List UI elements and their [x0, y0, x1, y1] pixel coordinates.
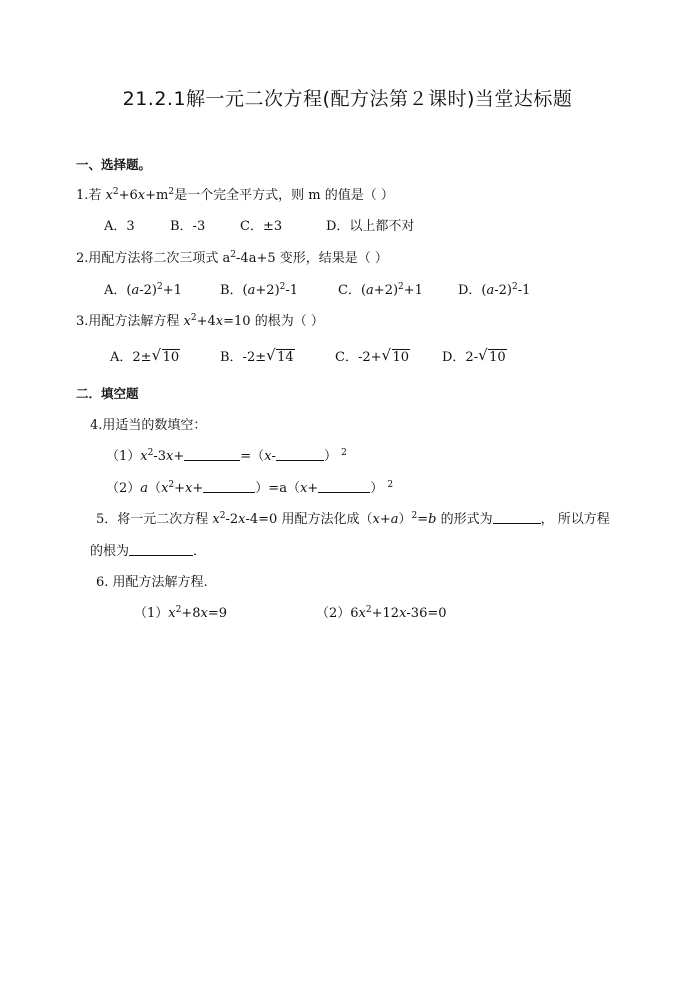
question-5-line-2: 的根为 ． [90, 544, 207, 559]
question-3: 3.用配方法解方程 $x^2+4x=10$ 的根为（ ） [76, 313, 324, 329]
q1-exp: 2 [112, 187, 119, 197]
q2-pre: 2.用配方法将二次三项式 a [76, 251, 231, 266]
answer-blank[interactable] [184, 448, 240, 461]
q2-post: -4a+5 变形，结果是（ ） [236, 251, 388, 266]
q1-var2: x [137, 188, 146, 203]
answer-blank[interactable] [276, 448, 324, 461]
q1-option-c: C．±3 [240, 219, 283, 234]
q6-part-2: $(2)6x^2+12x-36=0$ [316, 605, 447, 621]
question-6: 6. 用配方法解方程. [96, 575, 208, 590]
q2-option-b: B．$(a+2)^2-1$ [220, 282, 299, 298]
q1-exp2: 2 [168, 187, 175, 197]
q4-part-2: $(2)a(x^2+x+ )=a(x+$ ） $^2$ [106, 480, 394, 496]
q1-option-d: D．以上都不对 [326, 219, 415, 234]
answer-blank[interactable] [318, 480, 370, 493]
q2-option-c: C．$(a+2)^2+1$ [338, 282, 423, 298]
q4-part-1: $(1)x^2-3x+ =(x-$ ） $^2$ [106, 448, 347, 464]
q3-option-d: D．2- √ 10 [442, 346, 506, 365]
q1-tail: +m [145, 188, 169, 203]
q3-option-b: B．-2± √ 14 [220, 346, 294, 365]
q1-option-a: A．3 [104, 219, 135, 234]
q6-part-1: $(1)x^2+8x=9$ [134, 605, 228, 621]
q1-rest: 是一个完全平方式，则 m 的值是（ ） [174, 188, 394, 203]
q1-option-b: B．-3 [170, 219, 206, 234]
question-5: 5．将一元二次方程 $x^2-2x-4=0$ 用配方法化成$(x+a)^2=b$ 的形式为 ， 所以方程 [96, 511, 610, 527]
q1-var: x [105, 188, 113, 203]
answer-blank[interactable] [203, 480, 255, 493]
page-title: 21.2.1解一元二次方程(配方法第２课时)当堂达标题 [122, 88, 573, 110]
q2-exp: 2 [230, 250, 237, 260]
section-heading-choice: 一、选择题。 [76, 157, 152, 172]
answer-blank[interactable] [129, 543, 193, 556]
section-heading-fill: 二．填空题 [76, 386, 139, 401]
question-1 [76, 187, 394, 205]
sqrt-symbol: √ 10 [151, 346, 180, 365]
q1-mid: +6 [118, 188, 138, 203]
q3-option-a: A．2± √ 10 [110, 346, 180, 365]
sqrt-symbol: √ 10 [381, 346, 410, 365]
question-4: 4.用适当的数填空： [90, 418, 207, 433]
question-2 [76, 250, 388, 268]
q3-option-c: C．-2+ √ 10 [335, 346, 410, 365]
answer-blank[interactable] [493, 511, 541, 524]
q2-option-d: D．$(a-2)^2-1$ [458, 282, 531, 298]
q1-num: 1.若 [76, 188, 106, 203]
q2-option-a: A．$(a-2)^2+1$ [104, 282, 182, 298]
sqrt-symbol: √ 10 [478, 346, 506, 365]
sqrt-symbol: √ 14 [266, 346, 294, 365]
